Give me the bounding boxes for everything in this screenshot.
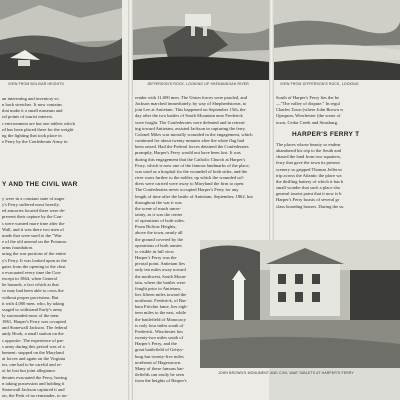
photo-caption: JEFFERSON'S ROCK, LOOKING UP SHENANDOAH RIVER (147, 82, 249, 86)
photo-caption: VIEW FROM BOLIVAR HEIGHTS (8, 82, 64, 86)
monument-image (200, 240, 400, 368)
bolivar-heights-image (0, 0, 122, 80)
right-panel (274, 0, 400, 240)
middle-column-text: render with 11,000 men. The Union forces were paroled, and Jackson marched immediately, by way of Shepherdstown, to join Lee at Antietam. This happened on September 15th, the day after the two battles of South Mountain near Frederick were fought. The Confederates were defeated and in retreat- ing toward Antietam, assisted Jackson in capturing the ferry. Colonel Miles was mortally wounded in the engagement, which continued for about twenty minutes after the white flag had been raised. Had the Federal forces detained the Confederates promptly, Harper's Ferry would not have been lost. It was during this engagement that the Catholic Church at Harper's Ferry, which is now one of the famous landmarks of the place, was used as a hospital for the wounded of both sides, and the river roses further to the nobler, up which the wounded sol- diers were carried were away to Maryland the firm to open. The Confederates never occupied Harper's Ferry for any length of time after the battle of Antietam, September, 1862, but throughout the war it was the scene of much uncer- tainty, as it was the center of operations of both sides. From Bolivar Heights, above the town, nearly all the ground covered by the operations of both armies is visible in full view. Harper's Ferry was the pivotal point. Antietam lies only ten miles away toward the northwest, South Moun- tain, where the battles were fought prior to Antietam, lies fifteen miles toward the northeast. Frederick, of Bar- bara Fritchie fame, lies eigh- teen miles to the east, while the battlefield of Monocacy is only four miles south of Frederick. Winchester lies twenty-two miles south of Harper's Ferry, and the great battlefield of Gettys- burg but twenty-five miles northeast of Hagerstown. Many of these famous bat- tlefields can easily be seen from the heights of Harper's (135, 95, 253, 384)
jeffersons-rock-photo (133, 0, 269, 80)
south-valley-paragraph: South of Harper's Ferry lies the be —"The valley of dispute." In regul Charles Town (where John Brown w Opequon, Winchester (the scene of town, Cedar Creek and Strasburg. (276, 95, 344, 125)
bolivar-heights-photo (0, 0, 122, 80)
photo-caption: VIEW FROM JEFFERSON'S ROCK, LOOKING (280, 82, 359, 86)
left-panel (0, 0, 128, 400)
river-view-image (274, 0, 400, 80)
civil-war-paragraph: y were in a constant state of anger y's Ferry suffered most heavily. ed armories located there were de- prevent their capture by the Con- s were wanted more time after the Wall, and it was there two men of made that were used to the "War e of the old arsenal on the Potomac arms foundation. uring the war portions of the entire y's Ferry. It was looked upon as the gates from the opening to the clust e evacuated every time the Con- except in 1864, when General he hazards, a fact which at that ce may had been able to cross the without proper provisions. But it with 4,000 men, who, by taking ssaged to withstand Early's army ly surrounded most of the men. 1861, Harper's Ferry was occupied and Stonewall Jackson. The federal andy Hook, a small station on the s opposite. The experience of par- s army during this period was of a bement: stopped on the Maryland at forces and again on the Virginia ies, one had to be careful and re- ot be lost but joint allegiance. derates evacuated the Ferry, having n taking possession and holding it Stonewall Jackson captured it and on, the Feds of no remainder, to no- (2, 196, 68, 398)
memorial-caption: JOHN BROWN'S MONUMENT AND CIVIL WAR TABLETS AT HARPER'S FERRY (218, 371, 354, 375)
harpers-ferry-heading: HARPER'S FERRY T (292, 131, 360, 138)
intro-paragraph: an interesting and inventory so n back stretches. It now contains that make it a small museum and ral points of tourist interest. r environment are but one tablets which rd has been placed there for the weight ng the lighting that took place in e Ferry by the Confederate Army in (2, 96, 75, 145)
view-from-jeffersons-rock-photo (274, 0, 400, 80)
harpers-ferry-paragraph: The places whose beauty so endear abandoned his trip to the South and chased the land from two squatters, ferry that gave the town its present scenery so gripped Thomas Jefferso trip across the Atlantic the place wa the thrilling battery of which it has b small wonder that such a place sho general tourist point that it now is b Harper's Ferry boasts of several gr class boarding houses. During the su (276, 142, 344, 209)
civil-war-heading: Y AND THE CIVIL WAR (2, 181, 78, 188)
jeffersons-rock-image (133, 0, 269, 80)
john-brown-monument-photo (200, 240, 400, 368)
